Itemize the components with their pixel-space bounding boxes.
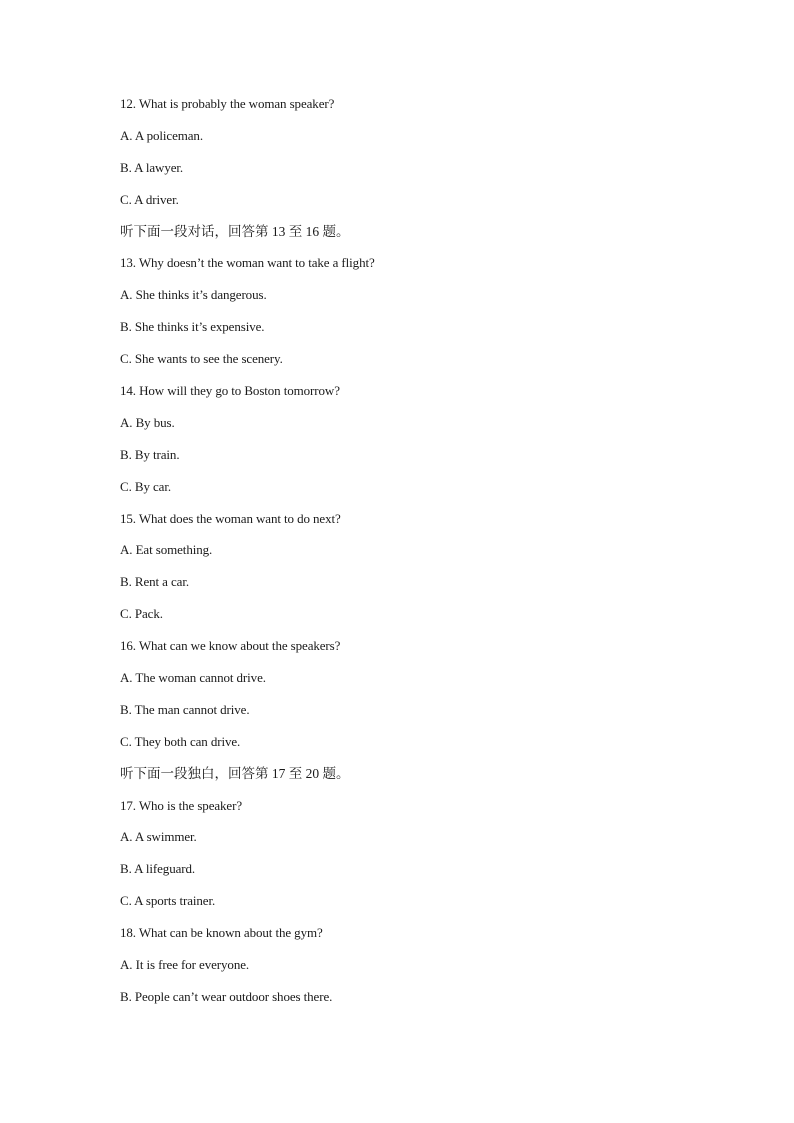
option-12-c: C. A driver. (120, 191, 179, 207)
option-13-a: A. She thinks it’s dangerous. (120, 287, 267, 303)
option-18-b: B. People can’t wear outdoor shoes there. (120, 988, 333, 1004)
question-12: 12. What is probably the woman speaker? (120, 96, 335, 111)
question-17: 17. Who is the speaker? (120, 797, 243, 813)
question-16: 16. What can we know about the speakers? (120, 638, 341, 654)
option-12-a: A. A policeman. (120, 127, 203, 143)
option-18-a: A. It is free for everyone. (120, 957, 250, 973)
question-13: 13. Why doesn’t the woman want to take a flight? (120, 255, 375, 271)
option-17-a: A. A swimmer. (120, 829, 197, 845)
option-14-b: B. By train. (120, 446, 180, 462)
option-12-b: B. A lawyer. (120, 159, 184, 175)
section-instruction-17-20: 听下面一段独白，回答第 17 至 20 题。 (120, 765, 350, 781)
option-14-c: C. By car. (120, 478, 171, 494)
option-15-b: B. Rent a car. (120, 574, 189, 590)
question-15: 15. What does the woman want to do next? (120, 510, 341, 526)
option-16-a: A. The woman cannot drive. (120, 670, 266, 686)
option-13-c: C. She wants to see the scenery. (120, 351, 283, 367)
option-15-a: A. Eat something. (120, 542, 213, 558)
document-body (120, 94, 720, 1019)
option-16-b: B. The man cannot drive. (120, 701, 250, 717)
question-18: 18. What can be known about the gym? (120, 925, 323, 941)
option-16-c: C. They both can drive. (120, 733, 241, 749)
question-14: 14. How will they go to Boston tomorrow? (120, 383, 340, 399)
option-14-a: A. By bus. (120, 414, 175, 430)
option-17-c: C. A sports trainer. (120, 893, 216, 909)
option-15-c: C. Pack. (120, 606, 163, 622)
option-13-b: B. She thinks it’s expensive. (120, 319, 265, 335)
option-17-b: B. A lifeguard. (120, 861, 196, 877)
section-instruction-13-16: 听下面一段对话，回答第 13 至 16 题。 (120, 223, 350, 239)
